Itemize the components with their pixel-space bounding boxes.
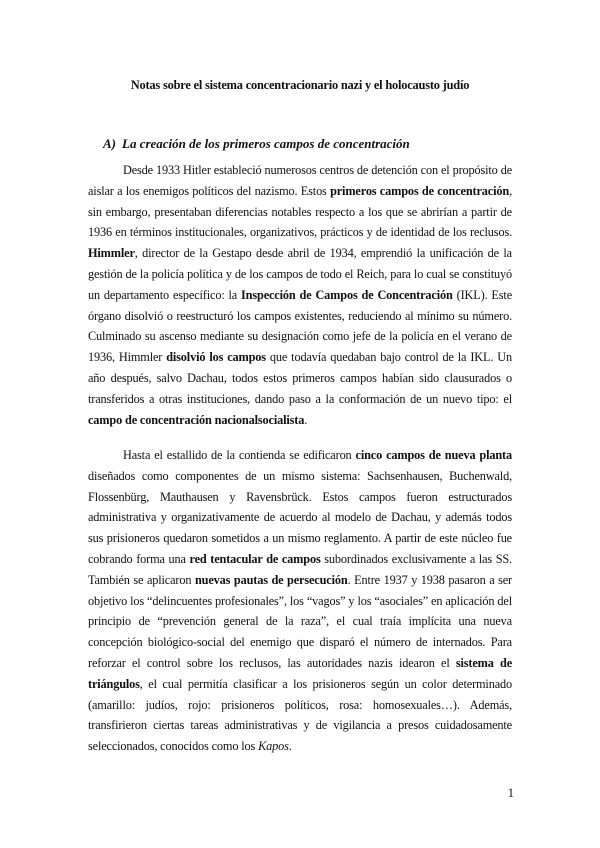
document-title: Notas sobre el sistema concentracionario nazi y el holocausto judío bbox=[130, 78, 470, 92]
bold-term: disolvió los campos bbox=[166, 350, 266, 365]
text-run: (IKL). Este órgano disolvió o reestructuró los campos existentes, reduciendo al mínimo su número. Culminado su ascenso mediante su designación como jefe de la policía en el verano de 1936, Himmler bbox=[88, 287, 512, 365]
text-run: . Entre 1937 y 1938 pasaron a ser objetivo los “delincuentes profesionales”, los “vagos” y los “asociales” en aplicación del principio de “prevención general de la raza”, el cual traía implícita una nueva concepción biológico-social del enemigo que disparó el número de internados. Para reforzar el control sobre los reclusos, las autoridades nazis idearon el bbox=[88, 572, 512, 670]
bold-term: sistema de triángulos bbox=[88, 655, 512, 691]
text-run: que todavía quedaban bajo control de la IKL. Un año después, salvo Dachau, todos estos primeros campos habían sido clausurados o transferidos a otras instituciones, dando paso a la conformación de un nuevo tipo: el bbox=[88, 350, 512, 406]
text-run: . bbox=[288, 739, 292, 754]
section-heading bbox=[103, 136, 410, 152]
text-run: , director de la Gestapo desde abril de 1934, emprendió la unificación de la gestión de la policía política y de los campos de todo el Reich, para lo cual se constituyó un departamento específico: la bbox=[88, 246, 512, 302]
bold-term: Inspección de Campos de Concentración bbox=[241, 287, 453, 302]
bold-term: cinco campos de nueva planta bbox=[355, 448, 512, 462]
text-run: , sin embargo, presentaban diferencias notables respecto a los que se abrirían a partir de 1936 en términos institucionales, organizativos, prácticos y de identidad de los reclusos. bbox=[88, 183, 512, 240]
text-run: subordinados exclusivamente a las SS. También se aplicaron bbox=[88, 551, 512, 587]
bold-term: red tentacular de campos bbox=[189, 551, 321, 566]
text-run: Hasta el estallido de la contienda se edificaron bbox=[123, 448, 356, 462]
section-heading-text: La creación de los primeros campos de concentración bbox=[122, 136, 410, 151]
bold-term: campo de concentración nacionalsocialista bbox=[88, 412, 305, 427]
body-paragraph-2 bbox=[88, 445, 512, 757]
italic-term: Kapos bbox=[258, 739, 289, 754]
body-paragraph-1 bbox=[88, 160, 512, 430]
bold-term: Himmler bbox=[88, 246, 135, 261]
page-number: 1 bbox=[507, 786, 514, 800]
text-run: . bbox=[304, 412, 308, 427]
text-run: diseñados como componentes de un mismo sistema: Sachsenhausen, Buchenwald, Flossenbürg, Mauthausen y Ravensbrück. Estos campos fueron estructurados administrativa y organizativamente de acuerdo al modelo de Dachau, y además todos sus prisioneros quedaron sometidos a un mismo reglamento. A partir de este núcleo fue cobrando forma una bbox=[88, 468, 512, 566]
text-run: , el cual permitía clasificar a los prisioneros según un color determinado (amarillo: judíos, rojo: prisioneros políticos, rosa: homosexuales…). Además, transfirieron ciertas tareas administrativas y de vigilancia a presos cuidadosamente seleccionados, conocidos como los bbox=[88, 676, 512, 754]
bold-term: nuevas pautas de persecución bbox=[194, 572, 348, 587]
section-marker: A) bbox=[103, 136, 116, 151]
text-run: Desde 1933 Hitler estableció numerosos centros de detención con el propósito de aislar a los enemigos políticos del nazismo. Estos bbox=[88, 163, 512, 198]
bold-term: primeros campos de concentración bbox=[330, 183, 510, 198]
